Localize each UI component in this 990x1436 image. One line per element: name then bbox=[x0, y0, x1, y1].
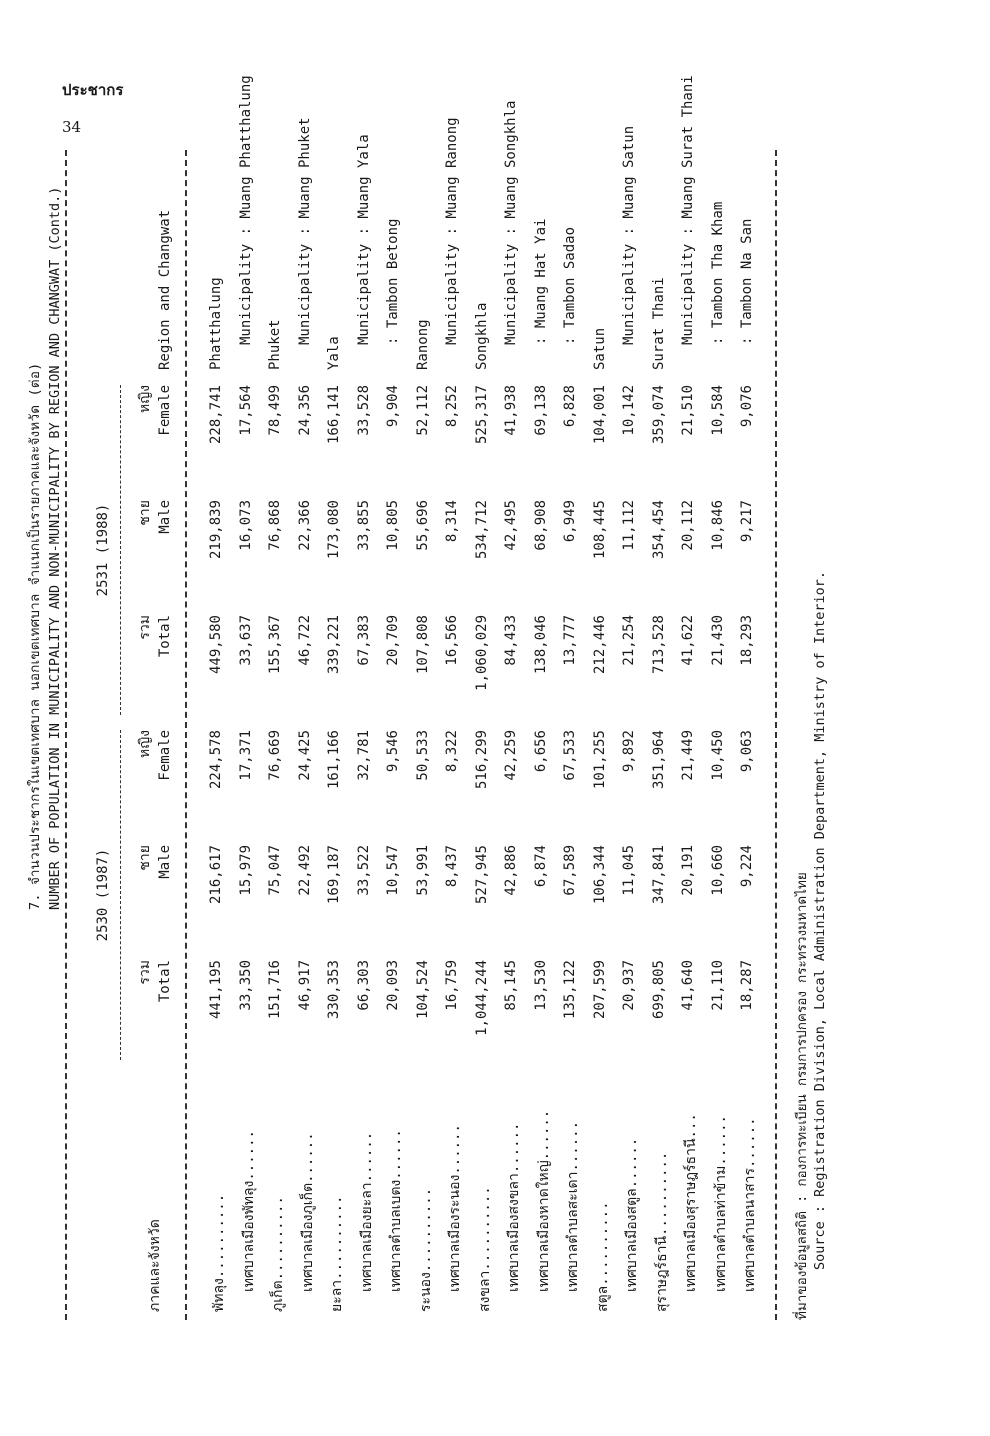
cell-value: 20,112 bbox=[680, 500, 696, 551]
cell-value: 359,074 bbox=[650, 385, 667, 445]
cell-value: 42,495 bbox=[503, 500, 519, 551]
row-label-english: Municipality : Muang Phuket bbox=[296, 117, 313, 345]
cell-value: 17,371 bbox=[237, 730, 254, 781]
table-row bbox=[294, 117, 321, 1320]
label-male-en: Male bbox=[157, 500, 173, 534]
cell-value: 216,617 bbox=[208, 845, 224, 905]
cell-value: 9,217 bbox=[739, 500, 755, 543]
cell-value: 33,855 bbox=[355, 500, 372, 551]
table-row bbox=[235, 75, 262, 1320]
row-label-english: : Tambon Betong bbox=[385, 218, 401, 345]
row-label-thai: เทศบาลตำบลเบตง...... bbox=[388, 1129, 404, 1292]
title-english: NUMBER OF POPULATION IN MUNICIPALITY AND NON-MUNICIPALITY BY REGION AND CHANGWAT (Contd.) bbox=[47, 186, 63, 910]
cell-value: 151,716 bbox=[267, 960, 283, 1020]
cell-value: 21,254 bbox=[621, 615, 637, 666]
cell-value: 339,221 bbox=[326, 615, 342, 675]
cell-value: 138,046 bbox=[532, 615, 549, 675]
row-label-english: Satun bbox=[591, 327, 608, 370]
row-label-thai: สงขลา.......... bbox=[476, 1186, 493, 1312]
cell-value: 16,073 bbox=[237, 500, 254, 551]
source-english: Source : Registration Division, Local Administration Department, Ministry of Interior. bbox=[812, 571, 828, 1270]
cell-value: 527,945 bbox=[473, 845, 490, 905]
label-male-th: ชาย bbox=[137, 845, 153, 871]
cell-value: 33,528 bbox=[355, 385, 372, 436]
header-year-1988: 2531 (1988) bbox=[95, 503, 111, 597]
row-label-thai: เทศบาลตำบลท่าข้าม...... bbox=[712, 1115, 729, 1292]
cell-value: 224,578 bbox=[208, 730, 224, 790]
cell-value: 107,808 bbox=[414, 615, 431, 675]
cell-value: 33,350 bbox=[237, 960, 254, 1011]
cell-value: 46,917 bbox=[296, 960, 313, 1011]
cell-value: 21,110 bbox=[709, 960, 726, 1011]
cell-value: 104,524 bbox=[414, 960, 431, 1020]
row-label-thai: พัทลุง.......... bbox=[211, 1193, 227, 1312]
table-row bbox=[323, 150, 350, 1320]
cell-value: 135,122 bbox=[562, 960, 578, 1020]
row-label-english: : Tambon Na San bbox=[739, 218, 755, 345]
cell-value: 212,446 bbox=[591, 615, 608, 675]
label-male-th: ชาย bbox=[137, 500, 153, 526]
cell-value: 1,044,244 bbox=[473, 960, 490, 1036]
cell-value: 9,892 bbox=[621, 730, 637, 773]
row-label-english: Songkhla bbox=[473, 302, 490, 370]
cell-value: 6,874 bbox=[532, 845, 549, 888]
label-female-th: หญิง bbox=[137, 385, 153, 413]
cell-value: 41,938 bbox=[503, 385, 519, 436]
cell-value: 52,112 bbox=[414, 385, 431, 436]
cell-value: 10,547 bbox=[385, 845, 401, 896]
table-row bbox=[530, 150, 557, 1320]
table-row bbox=[589, 150, 616, 1320]
cell-value: 699,805 bbox=[650, 960, 667, 1020]
cell-value: 46,722 bbox=[296, 615, 313, 666]
cell-value: 41,622 bbox=[680, 615, 696, 666]
row-label-thai: เทศบาลตำบลสะเดา...... bbox=[565, 1120, 581, 1292]
cell-value: 6,949 bbox=[562, 500, 578, 543]
cell-value: 9,076 bbox=[739, 385, 755, 428]
cell-value: 207,599 bbox=[591, 960, 608, 1020]
cell-value: 20,937 bbox=[621, 960, 637, 1011]
cell-value: 9,224 bbox=[739, 845, 755, 888]
year-1987-rule bbox=[120, 730, 121, 1060]
top-rule bbox=[65, 150, 67, 1320]
cell-value: 20,191 bbox=[680, 845, 696, 896]
header-total-1988 bbox=[135, 615, 175, 715]
cell-value: 106,344 bbox=[591, 845, 608, 905]
cell-value: 42,259 bbox=[503, 730, 519, 781]
row-label-english: Municipality : Muang Phatthalung bbox=[237, 75, 254, 345]
label-female-th: หญิง bbox=[137, 730, 153, 758]
header-female-1988 bbox=[135, 385, 175, 485]
cell-value: 8,322 bbox=[444, 730, 460, 773]
cell-value: 67,383 bbox=[355, 615, 372, 666]
cell-value: 68,908 bbox=[532, 500, 549, 551]
label-total-en: Total bbox=[157, 615, 173, 658]
cell-value: 108,445 bbox=[591, 500, 608, 560]
table-row bbox=[707, 150, 734, 1320]
row-label-english: Municipality : Muang Satun bbox=[621, 125, 637, 345]
page-number: 34 bbox=[62, 118, 82, 136]
cell-value: 24,425 bbox=[296, 730, 313, 781]
table-row bbox=[382, 150, 409, 1320]
row-label-english: : Tambon Tha Kham bbox=[709, 201, 726, 345]
cell-value: 155,367 bbox=[267, 615, 283, 675]
row-label-thai: ระนอง.......... bbox=[417, 1187, 434, 1312]
table-row bbox=[353, 134, 380, 1320]
cell-value: 169,187 bbox=[326, 845, 342, 905]
cell-value: 6,656 bbox=[532, 730, 549, 773]
cell-value: 18,287 bbox=[739, 960, 755, 1011]
cell-value: 32,781 bbox=[355, 730, 372, 781]
title-thai: 7. จำนวนประชากรในเขตเทศบาล นอกเขตเทศบาล จำแนกเป็นรายภาคและจังหวัด (ต่อ) bbox=[27, 362, 43, 910]
cell-value: 20,709 bbox=[385, 615, 401, 666]
label-female-en: Female bbox=[157, 730, 173, 781]
cell-value: 76,868 bbox=[267, 500, 283, 551]
cell-value: 21,510 bbox=[680, 385, 696, 436]
table-row bbox=[618, 125, 645, 1320]
cell-value: 67,533 bbox=[562, 730, 578, 781]
row-label-thai: เทศบาลเมืองสุราษฎร์ธานี... bbox=[683, 1113, 699, 1292]
row-label-thai: เทศบาลเมืองระนอง...... bbox=[447, 1124, 463, 1292]
cell-value: 173,080 bbox=[326, 500, 342, 560]
cell-value: 24,356 bbox=[296, 385, 313, 436]
cell-value: 22,366 bbox=[296, 500, 313, 551]
cell-value: 15,979 bbox=[237, 845, 254, 896]
table-row bbox=[205, 150, 232, 1320]
cell-value: 351,964 bbox=[650, 730, 667, 790]
cell-value: 534,712 bbox=[473, 500, 490, 560]
table-row bbox=[500, 100, 527, 1320]
label-total-th: รวม bbox=[137, 960, 153, 985]
row-label-english: : Muang Hat Yai bbox=[532, 218, 549, 345]
table-row bbox=[471, 150, 498, 1320]
header-female-1987 bbox=[135, 730, 175, 830]
cell-value: 18,293 bbox=[739, 615, 755, 666]
table-row bbox=[264, 150, 291, 1320]
cell-value: 713,528 bbox=[650, 615, 667, 675]
cell-value: 11,045 bbox=[621, 845, 637, 896]
cell-value: 525,317 bbox=[473, 385, 490, 445]
row-label-english: Municipality : Muang Yala bbox=[355, 134, 372, 345]
cell-value: 161,166 bbox=[326, 730, 342, 790]
table-row bbox=[736, 150, 763, 1320]
cell-value: 10,584 bbox=[709, 385, 726, 436]
cell-value: 10,142 bbox=[621, 385, 637, 436]
cell-value: 9,904 bbox=[385, 385, 401, 428]
cell-value: 67,589 bbox=[562, 845, 578, 896]
rotated-table bbox=[27, 75, 930, 1380]
row-label-english: : Tambon Sadao bbox=[562, 226, 578, 345]
cell-value: 347,841 bbox=[650, 845, 667, 905]
table-title bbox=[25, 150, 65, 910]
header-rule bbox=[185, 150, 187, 1320]
cell-value: 13,530 bbox=[532, 960, 549, 1011]
row-label-english: Phuket bbox=[267, 319, 283, 370]
row-label-english: Phatthalung bbox=[208, 277, 224, 370]
cell-value: 85,145 bbox=[503, 960, 519, 1011]
table-row bbox=[441, 117, 468, 1320]
header-total-1987 bbox=[135, 960, 175, 1060]
cell-value: 9,063 bbox=[739, 730, 755, 773]
cell-value: 41,640 bbox=[680, 960, 696, 1011]
cell-value: 449,580 bbox=[208, 615, 224, 675]
cell-value: 8,437 bbox=[444, 845, 460, 888]
row-label-thai: เทศบาลเมืองหาดใหญ่...... bbox=[535, 1109, 552, 1292]
table-row bbox=[648, 150, 675, 1320]
row-label-thai: เทศบาลเมืองสงขลา...... bbox=[506, 1122, 522, 1292]
label-total-th: รวม bbox=[137, 615, 153, 640]
cell-value: 20,093 bbox=[385, 960, 401, 1011]
header-male-1987 bbox=[135, 845, 175, 945]
table-row bbox=[412, 150, 439, 1320]
row-label-thai: เทศบาลเมืองยะลา...... bbox=[358, 1131, 375, 1292]
cell-value: 6,828 bbox=[562, 385, 578, 428]
source-thai: ที่มาของข้อมูลสถิติ : กองการทะเบียน กรมการปกครอง กระทรวงมหาดไทย bbox=[794, 872, 810, 1320]
row-label-thai: สุราษฎร์ธานี.......... bbox=[653, 1151, 670, 1312]
header-year-1987: 2530 (1987) bbox=[95, 848, 111, 942]
cell-value: 33,522 bbox=[355, 845, 372, 896]
header-region-thai: ภาคและจังหวัด bbox=[147, 1219, 163, 1312]
row-label-english: Surat Thani bbox=[650, 277, 667, 370]
cell-value: 354,454 bbox=[650, 500, 667, 560]
cell-value: 21,449 bbox=[680, 730, 696, 781]
row-label-thai: เทศบาลเมืองพัทลุง...... bbox=[240, 1130, 257, 1292]
page-header bbox=[62, 78, 123, 136]
row-label-english: Ranong bbox=[414, 319, 431, 370]
row-label-english: Municipality : Muang Ranong bbox=[444, 117, 460, 345]
cell-value: 69,138 bbox=[532, 385, 549, 436]
row-label-thai: สตูล.......... bbox=[594, 1201, 611, 1312]
row-label-thai: ยะลา.......... bbox=[329, 1195, 345, 1312]
cell-value: 1,060,029 bbox=[473, 615, 490, 691]
cell-value: 9,546 bbox=[385, 730, 401, 773]
cell-value: 516,299 bbox=[473, 730, 490, 790]
cell-value: 11,112 bbox=[621, 500, 637, 551]
cell-value: 10,846 bbox=[709, 500, 726, 551]
cell-value: 16,566 bbox=[444, 615, 460, 666]
cell-value: 55,696 bbox=[414, 500, 431, 551]
row-label-english: Municipality : Muang Songkhla bbox=[503, 100, 519, 345]
header-region-english: Region and Changwat bbox=[157, 209, 173, 370]
cell-value: 219,839 bbox=[208, 500, 224, 560]
header-male-1988 bbox=[135, 500, 175, 600]
row-label-english: Municipality : Muang Surat Thani bbox=[680, 75, 696, 345]
row-label-thai: เทศบาลเมืองภูเก็ต...... bbox=[299, 1132, 316, 1292]
cell-value: 330,353 bbox=[326, 960, 342, 1020]
cell-value: 42,886 bbox=[503, 845, 519, 896]
cell-value: 8,314 bbox=[444, 500, 460, 543]
year-1988-rule bbox=[120, 385, 121, 715]
row-label-thai: เทศบาลเมืองสตูล...... bbox=[624, 1137, 640, 1292]
cell-value: 33,637 bbox=[237, 615, 254, 666]
cell-value: 10,450 bbox=[709, 730, 726, 781]
cell-value: 16,759 bbox=[444, 960, 460, 1011]
cell-value: 22,492 bbox=[296, 845, 313, 896]
cell-value: 75,047 bbox=[267, 845, 283, 896]
cell-value: 84,433 bbox=[503, 615, 519, 666]
row-label-english: Yala bbox=[326, 336, 342, 370]
cell-value: 10,805 bbox=[385, 500, 401, 551]
cell-value: 104,001 bbox=[591, 385, 608, 445]
cell-value: 10,660 bbox=[709, 845, 726, 896]
cell-value: 8,252 bbox=[444, 385, 460, 428]
label-male-en: Male bbox=[157, 845, 173, 879]
cell-value: 13,777 bbox=[562, 615, 578, 666]
cell-value: 228,741 bbox=[208, 385, 224, 445]
cell-value: 101,255 bbox=[591, 730, 608, 790]
cell-value: 17,564 bbox=[237, 385, 254, 436]
cell-value: 66,303 bbox=[355, 960, 372, 1011]
cell-value: 166,141 bbox=[326, 385, 342, 445]
cell-value: 50,533 bbox=[414, 730, 431, 781]
label-female-en: Female bbox=[157, 385, 173, 436]
cell-value: 78,499 bbox=[267, 385, 283, 436]
bottom-rule bbox=[775, 150, 777, 1320]
label-total-en: Total bbox=[157, 960, 173, 1003]
cell-value: 76,669 bbox=[267, 730, 283, 781]
table-row bbox=[559, 150, 586, 1320]
table-row bbox=[677, 75, 704, 1320]
cell-value: 441,195 bbox=[208, 960, 224, 1020]
cell-value: 53,991 bbox=[414, 845, 431, 896]
cell-value: 21,430 bbox=[709, 615, 726, 666]
row-label-thai: เทศบาลตำบลนาสาร...... bbox=[742, 1117, 758, 1292]
row-label-thai: ภูเก็ต.......... bbox=[270, 1196, 286, 1312]
section-name: ประชากร bbox=[62, 81, 124, 99]
